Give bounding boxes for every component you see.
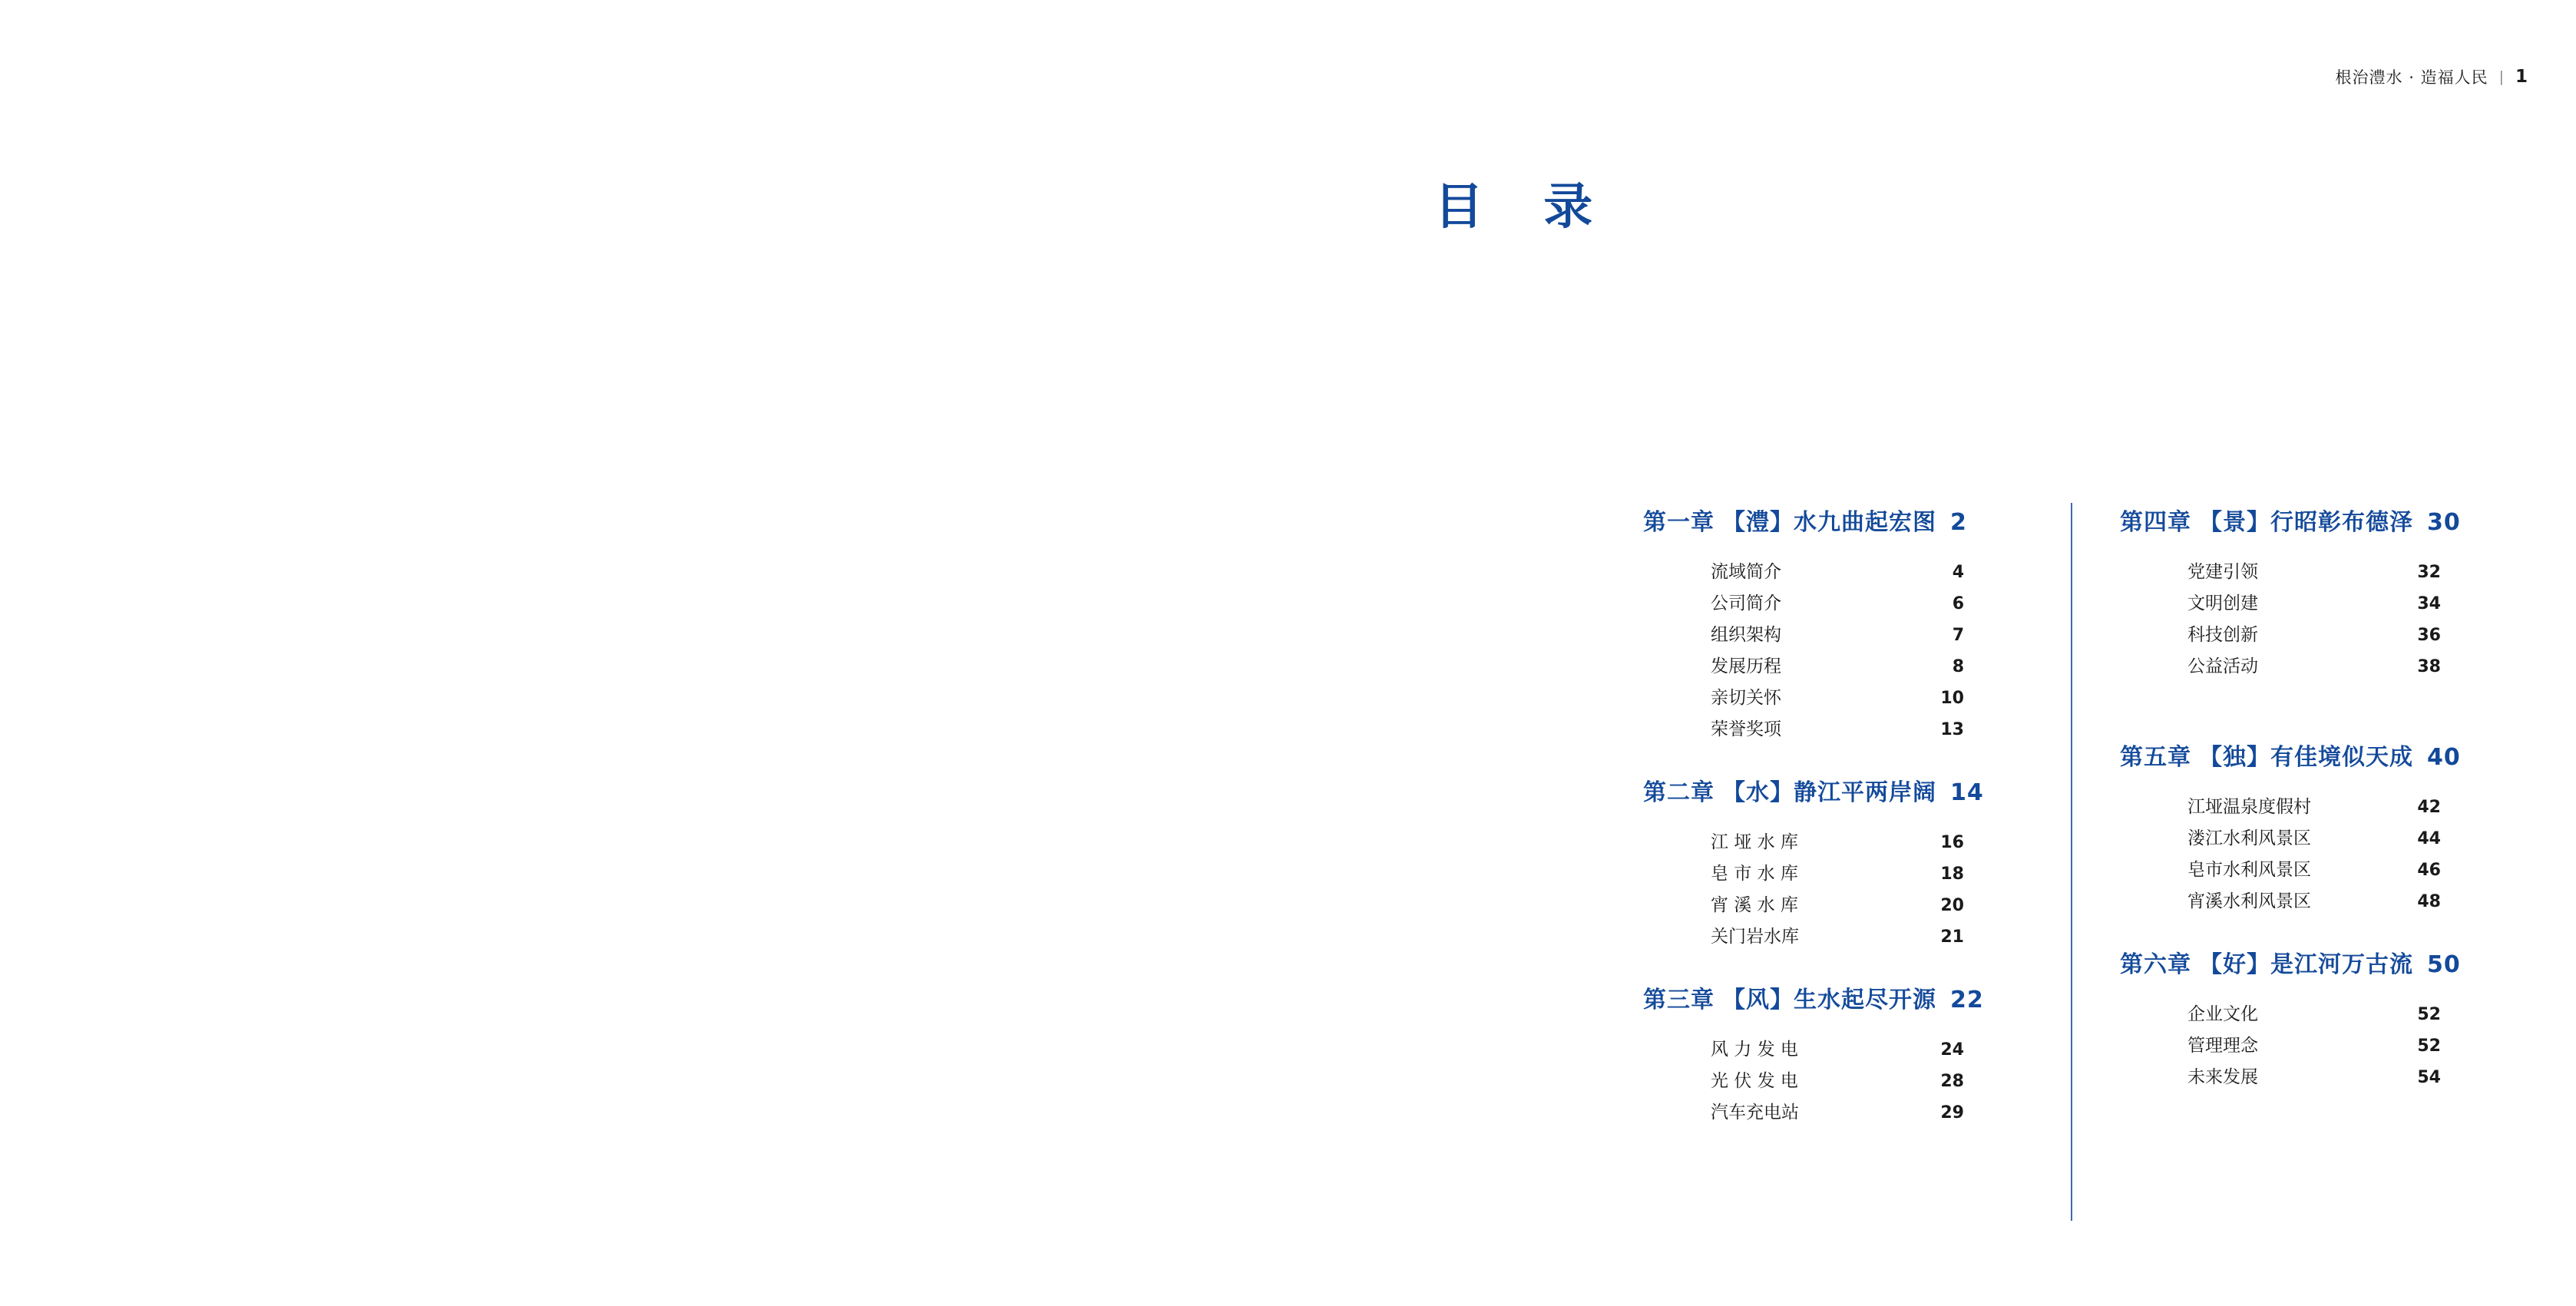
chapter-number: 第五章 — [2120, 744, 2191, 771]
toc-entry[interactable] — [1711, 858, 1964, 890]
toc-entry-page: 52 — [2417, 1005, 2441, 1024]
chapter-page: 2 — [1950, 509, 1967, 536]
toc-entry-page: 13 — [1940, 720, 1964, 739]
toc-entry-page: 6 — [1952, 594, 1964, 613]
section-spacer — [2120, 683, 2503, 710]
toc-entry-label: 科技创新 — [2187, 625, 2258, 645]
toc-entry[interactable] — [2187, 1030, 2441, 1062]
section-spacer — [1643, 953, 2026, 980]
toc-entry-page: 20 — [1940, 896, 1964, 915]
chapter-title: 【风】生水起尽开源 — [1722, 987, 1936, 1013]
toc-entry-page: 48 — [2417, 892, 2441, 911]
toc-entry-label: 亲切关怀 — [1711, 688, 1781, 708]
toc-entry[interactable] — [2187, 886, 2441, 918]
toc-entry[interactable] — [2187, 620, 2441, 651]
toc-entry-page: 16 — [1940, 833, 1964, 852]
toc-column-right — [2072, 503, 2503, 1129]
toc-entry[interactable] — [1711, 683, 1964, 714]
toc-entry[interactable] — [1711, 921, 1964, 953]
chapter-page: 50 — [2427, 951, 2461, 978]
toc-entry-page: 24 — [1940, 1040, 1964, 1060]
toc-entry[interactable] — [1711, 827, 1964, 858]
chapter-title: 【水】静江平两岸阔 — [1722, 779, 1936, 806]
toc-entry[interactable] — [1711, 1034, 1964, 1066]
toc-entry[interactable] — [2187, 855, 2441, 886]
running-head-text: 根治澧水 · 造福人民 — [2335, 68, 2488, 87]
toc-entry-label: 公益活动 — [2187, 656, 2258, 676]
chapter-block — [2120, 738, 2503, 918]
chapter-title: 【独】有佳境似天成 — [2199, 744, 2413, 771]
toc-entry-page: 8 — [1952, 657, 1964, 676]
chapter-entries — [1711, 1034, 1964, 1129]
chapter-title: 【景】行昭彰布德泽 — [2199, 509, 2413, 536]
toc-entry-label: 汽车充电站 — [1711, 1103, 1799, 1122]
chapter-block — [1643, 503, 2026, 746]
toc-entry-page: 28 — [1940, 1072, 1964, 1091]
chapter-number: 第六章 — [2120, 951, 2191, 978]
chapter-heading[interactable] — [1643, 503, 2026, 537]
toc-entry-page: 42 — [2417, 798, 2441, 817]
toc-entry-label: 光 伏 发 电 — [1711, 1071, 1798, 1091]
chapter-page: 30 — [2427, 509, 2461, 536]
running-head-page-number: 1 — [2515, 67, 2528, 87]
toc-entry-label: 发展历程 — [1711, 656, 1781, 676]
toc-entry-page: 4 — [1952, 563, 1964, 582]
toc-entry-label: 组织架构 — [1711, 625, 1781, 645]
chapter-entries — [2187, 557, 2441, 683]
toc-entry-label: 溇江水利风景区 — [2187, 828, 2311, 848]
toc-entry-label: 流域简介 — [1711, 562, 1781, 582]
chapter-heading[interactable] — [2120, 503, 2503, 537]
toc-entry-page: 44 — [2417, 829, 2441, 848]
toc-entry[interactable] — [1711, 1097, 1964, 1129]
chapter-heading[interactable] — [1643, 773, 2026, 807]
chapter-entries — [2187, 792, 2441, 918]
toc-entry-page: 29 — [1940, 1103, 1964, 1122]
toc-entry-page: 7 — [1952, 626, 1964, 645]
toc-entry-page: 18 — [1940, 865, 1964, 884]
toc-entry-page: 34 — [2417, 594, 2441, 613]
toc-entry-label: 宵溪水利风景区 — [2187, 891, 2311, 911]
chapter-block — [1643, 980, 2026, 1129]
toc-entry-page: 52 — [2417, 1037, 2441, 1056]
section-spacer — [2120, 710, 2503, 738]
toc-entry[interactable] — [1711, 651, 1964, 683]
chapter-page: 22 — [1950, 987, 1984, 1013]
chapter-block — [2120, 945, 2503, 1093]
toc-entry[interactable] — [2187, 792, 2441, 823]
section-spacer — [2120, 918, 2503, 945]
toc-entry-page: 38 — [2417, 657, 2441, 676]
toc-entry[interactable] — [1711, 1066, 1964, 1097]
toc-entry-label: 风 力 发 电 — [1711, 1040, 1798, 1060]
chapter-title: 【好】是江河万古流 — [2199, 951, 2413, 978]
toc-entry[interactable] — [1711, 620, 1964, 651]
toc-entry-page: 10 — [1940, 689, 1964, 708]
running-head — [2336, 65, 2528, 88]
toc-entry-label: 管理理念 — [2187, 1036, 2258, 1056]
chapter-entries — [1711, 827, 1964, 953]
toc-entry-label: 宵 溪 水 库 — [1711, 895, 1798, 915]
toc-entry-label: 皂市水利风景区 — [2187, 860, 2311, 880]
toc-entry-label: 皂 市 水 库 — [1711, 864, 1798, 884]
toc-entry-label: 企业文化 — [2187, 1004, 2258, 1024]
toc-entry-label: 江垭温泉度假村 — [2187, 797, 2311, 817]
toc-entry[interactable] — [1711, 557, 1964, 588]
running-head-separator: | — [2498, 68, 2505, 85]
toc-entry-page: 54 — [2417, 1068, 2441, 1087]
page-title: 目 录 — [1434, 179, 1615, 236]
toc-entry-page: 32 — [2417, 563, 2441, 582]
chapter-number: 第三章 — [1643, 987, 1715, 1013]
toc-entry[interactable] — [2187, 823, 2441, 855]
chapter-block — [2120, 503, 2503, 683]
toc-entry[interactable] — [1711, 714, 1964, 746]
toc-entry-page: 36 — [2417, 626, 2441, 645]
chapter-number: 第二章 — [1643, 779, 1715, 806]
toc-entry-label: 公司简介 — [1711, 593, 1781, 613]
toc-entry[interactable] — [1711, 588, 1964, 620]
toc-entry-label: 文明创建 — [2187, 593, 2258, 613]
chapter-entries — [2187, 999, 2441, 1093]
chapter-block — [1643, 773, 2026, 953]
chapter-heading[interactable] — [2120, 945, 2503, 979]
toc-entry-label: 江 垭 水 库 — [1711, 832, 1798, 852]
toc-entry-page: 21 — [1940, 927, 1964, 947]
toc-columns — [1643, 503, 2503, 1129]
toc-entry-label: 关门岩水库 — [1711, 927, 1799, 947]
chapter-heading[interactable] — [1643, 980, 2026, 1014]
toc-entry[interactable] — [2187, 999, 2441, 1030]
toc-entry-label: 未来发展 — [2187, 1067, 2258, 1087]
toc-entry[interactable] — [1711, 890, 1964, 921]
toc-column-left — [1643, 503, 2072, 1129]
toc-entry-page: 46 — [2417, 861, 2441, 880]
chapter-title: 【澧】水九曲起宏图 — [1722, 509, 1936, 536]
chapter-entries — [1711, 557, 1964, 746]
chapter-page: 40 — [2427, 744, 2461, 771]
chapter-heading[interactable] — [2120, 738, 2503, 772]
chapter-number: 第一章 — [1643, 509, 1715, 536]
toc-entry[interactable] — [2187, 651, 2441, 683]
section-spacer — [1643, 746, 2026, 773]
toc-entry-label: 党建引领 — [2187, 562, 2258, 582]
toc-entry-label: 荣誉奖项 — [1711, 719, 1781, 739]
chapter-number: 第四章 — [2120, 509, 2191, 536]
chapter-page: 14 — [1950, 779, 1984, 806]
toc-entry[interactable] — [2187, 557, 2441, 588]
toc-entry[interactable] — [2187, 588, 2441, 620]
toc-entry[interactable] — [2187, 1062, 2441, 1093]
